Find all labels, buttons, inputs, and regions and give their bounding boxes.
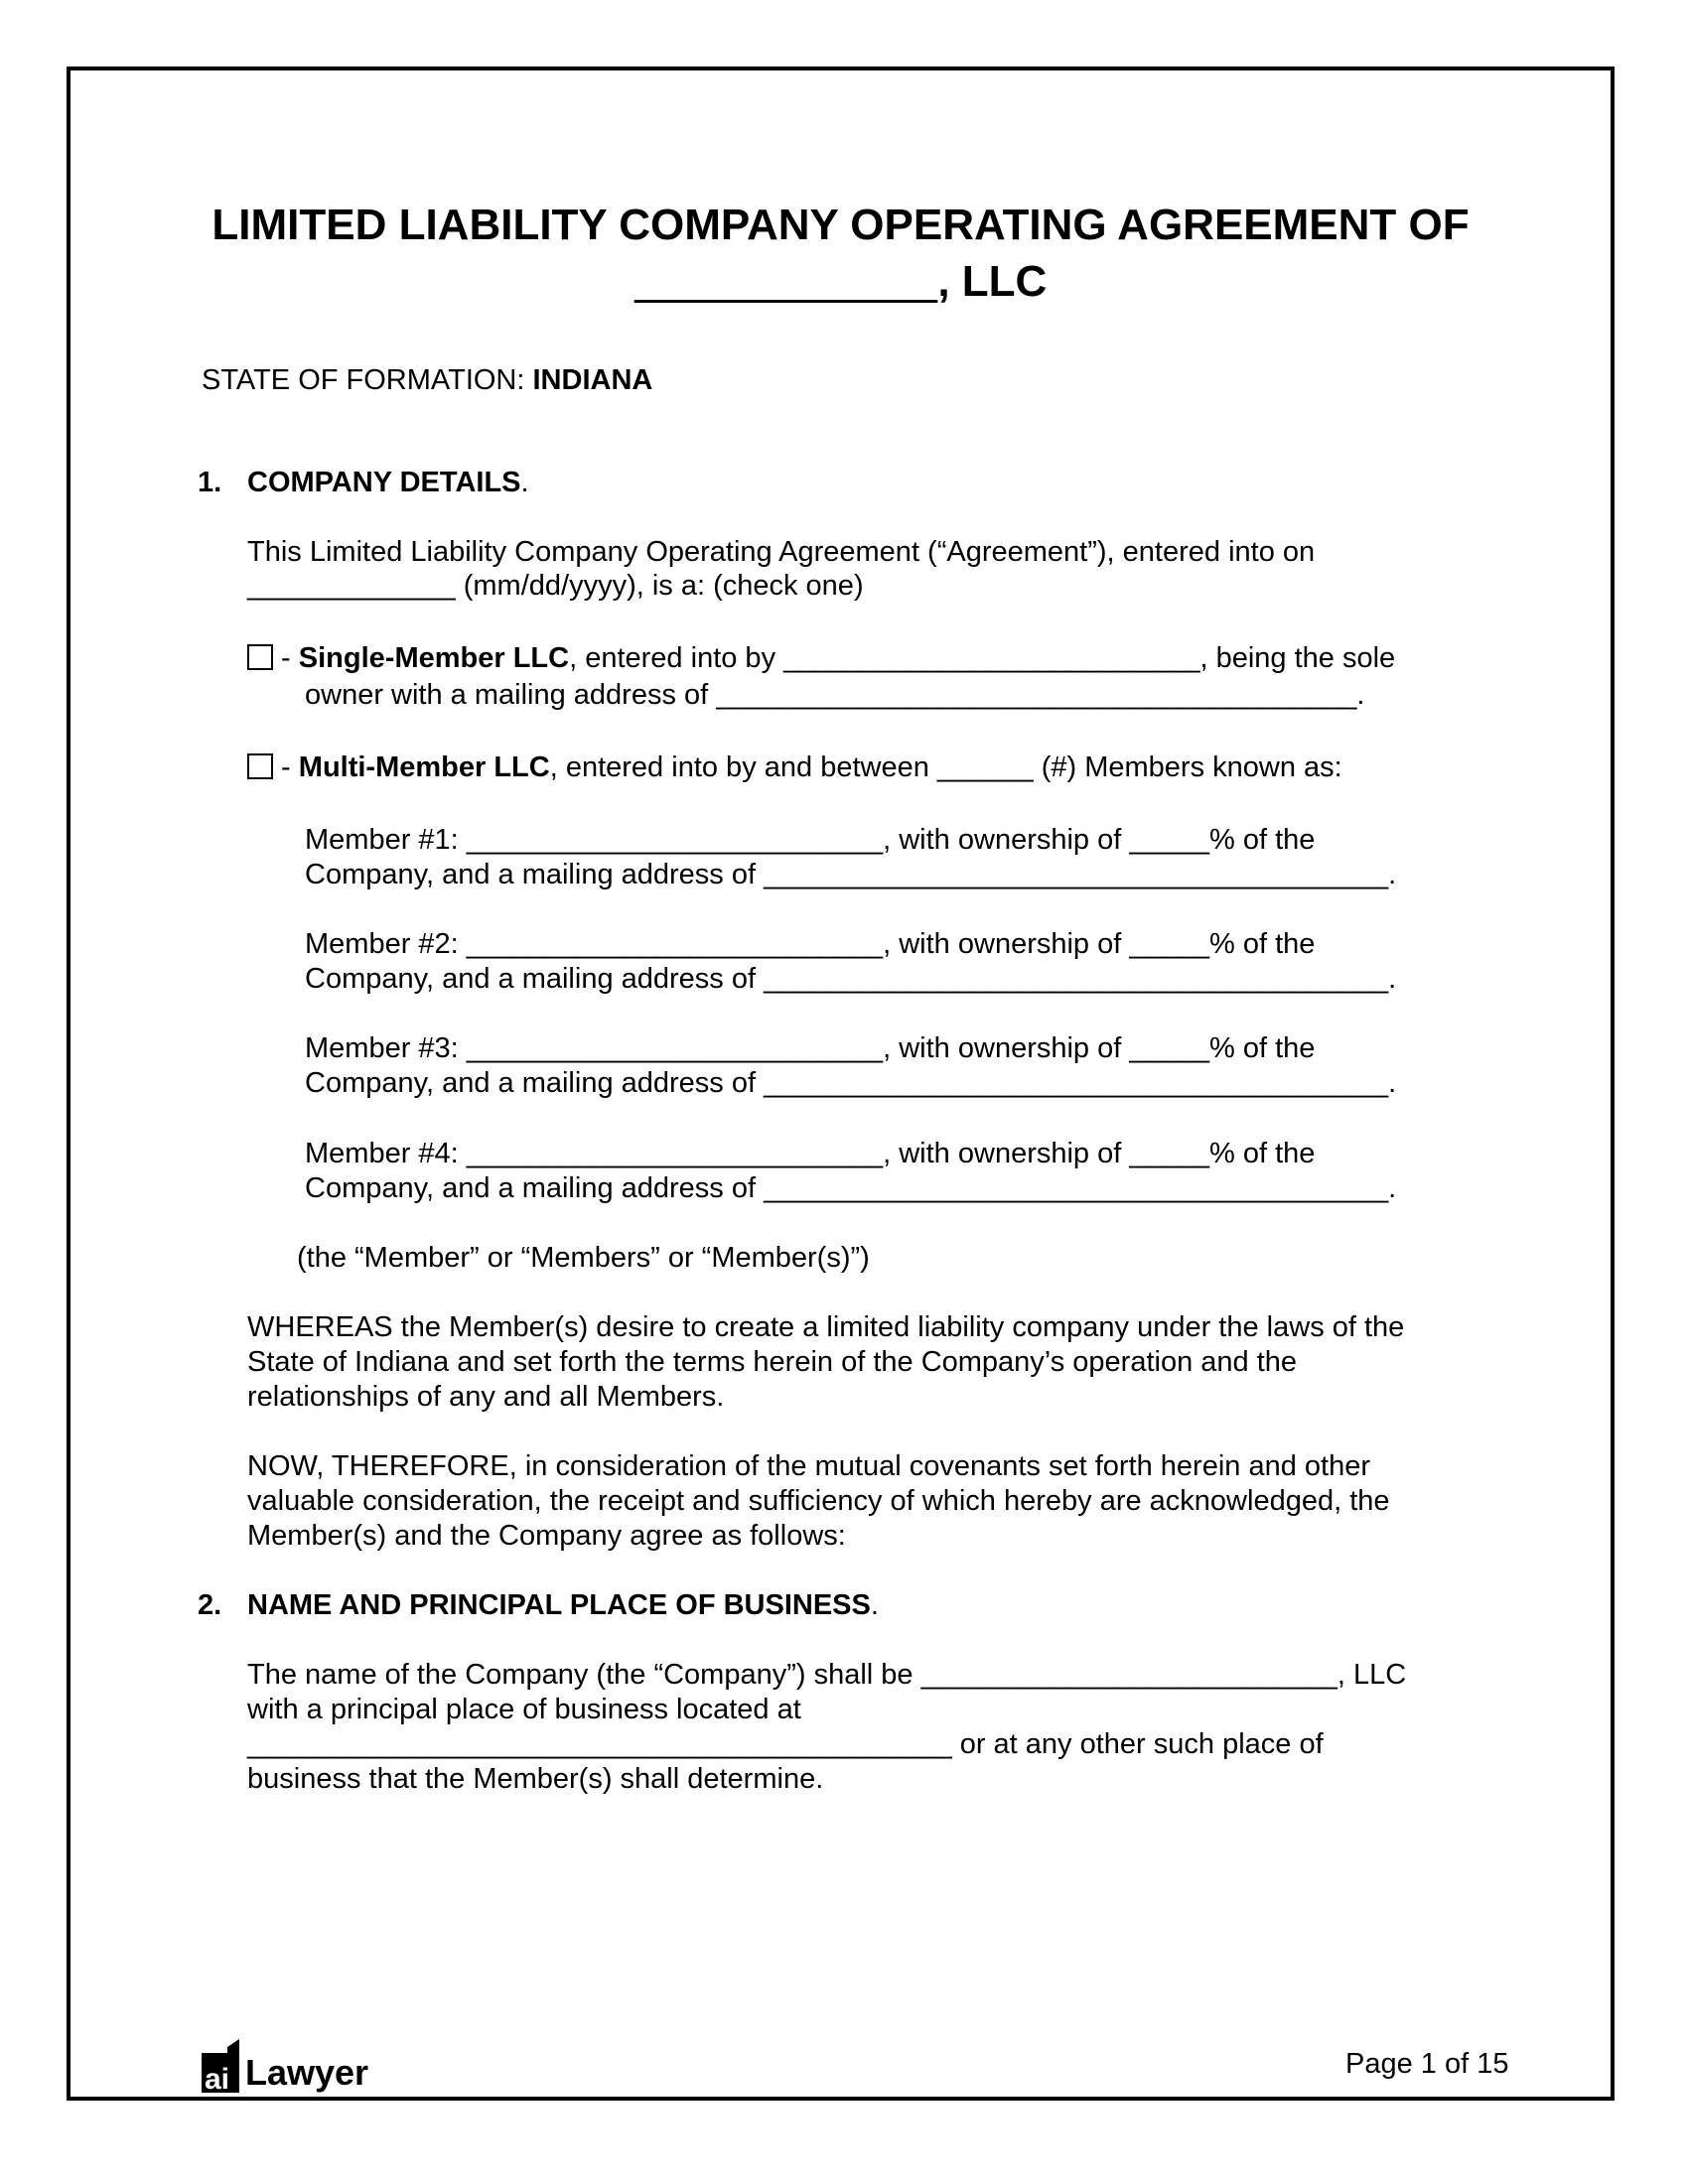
member-3-line-2[interactable]: Company, and a mailing address of _______________________________________. (305, 1067, 1397, 1099)
state-of-formation (202, 363, 652, 397)
multi-member-line-1[interactable]: , entered into by and between ______ (#) Members known as: (549, 751, 1342, 783)
business-determine-line: business that the Member(s) shall determine. (247, 1763, 824, 1795)
section-2-heading-text: NAME AND PRINCIPAL PLACE OF BUSINESS (247, 1589, 871, 1621)
multi-member-option (247, 751, 1342, 784)
company-name-blank[interactable] (634, 257, 938, 306)
single-member-line-2[interactable]: owner with a mailing address of ________________________________________. (305, 679, 1365, 711)
state-value: INDIANA (532, 364, 653, 396)
state-label: STATE OF FORMATION: (202, 364, 533, 396)
ailawyer-logo (202, 2037, 368, 2093)
logo-text: Lawyer (245, 2052, 369, 2093)
member-2-line-1[interactable]: Member #2: __________________________, with ownership of _____% of the (305, 928, 1316, 960)
single-member-option (247, 641, 1395, 675)
section-1-number: 1. (198, 467, 222, 498)
ai-logo-icon (202, 2039, 239, 2093)
title-llc-suffix: , LLC (937, 257, 1048, 306)
multi-member-dash: - (273, 751, 299, 783)
principal-place-line: with a principal place of business located at (247, 1694, 801, 1725)
single-member-dash: - (273, 642, 299, 674)
whereas-line-2: State of Indiana and set forth the terms herein of the Company’s operation and the (247, 1346, 1298, 1378)
member-2-line-2[interactable]: Company, and a mailing address of _______________________________________. (305, 963, 1397, 995)
principal-address-line[interactable]: ____________________________________________ or at any other such place of (247, 1728, 1324, 1760)
single-member-label: Single-Member LLC (298, 642, 570, 674)
page-number: Page 1 of 15 (1345, 2048, 1509, 2080)
member-1-line-2[interactable]: Company, and a mailing address of _______________________________________. (305, 859, 1397, 890)
member-4-line-2[interactable]: Company, and a mailing address of _______________________________________. (305, 1172, 1397, 1204)
multi-member-checkbox[interactable] (247, 753, 273, 779)
member-3-line-1[interactable]: Member #3: __________________________, with ownership of _____% of the (305, 1032, 1316, 1064)
section-1-heading: COMPANY DETAILS. (247, 467, 529, 498)
intro-line-2[interactable]: _____________ (mm/dd/yyyy), is a: (check one) (247, 570, 864, 602)
logo-ai-text: ai (205, 2063, 230, 2093)
now-therefore-line-3: Member(s) and the Company agree as follows: (247, 1520, 846, 1552)
section-2-heading: NAME AND PRINCIPAL PLACE OF BUSINESS. (247, 1589, 879, 1621)
member-4-line-1[interactable]: Member #4: __________________________, with ownership of _____% of the (305, 1138, 1316, 1169)
single-member-checkbox[interactable] (247, 644, 273, 670)
single-member-line-1[interactable]: , entered into by __________________________, being the sole (569, 642, 1396, 674)
document-title-llc-line (67, 255, 1615, 309)
document-title: LIMITED LIABILITY COMPANY OPERATING AGREEMENT OF (211, 201, 1470, 249)
now-therefore-line-2: valuable consideration, the receipt and sufficiency of which hereby are acknowledged, the (247, 1485, 1390, 1517)
intro-line-1: This Limited Liability Company Operating Agreement (“Agreement”), entered into on (247, 536, 1316, 568)
whereas-line-1: WHEREAS the Member(s) desire to create a limited liability company under the laws of the (247, 1311, 1405, 1343)
member-1-line-1[interactable]: Member #1: __________________________, with ownership of _____% of the (305, 824, 1316, 856)
company-name-line[interactable]: The name of the Company (the “Company”) shall be __________________________, LLC (247, 1659, 1407, 1691)
section-1-heading-text: COMPANY DETAILS (247, 467, 521, 498)
now-therefore-line-1: NOW, THEREFORE, in consideration of the mutual covenants set forth herein and other (247, 1450, 1371, 1482)
members-note: (the “Member” or “Members” or “Member(s)”) (297, 1242, 870, 1274)
multi-member-label: Multi-Member LLC (298, 751, 550, 783)
section-2-number: 2. (198, 1589, 222, 1621)
whereas-line-3: relationships of any and all Members. (247, 1381, 725, 1413)
